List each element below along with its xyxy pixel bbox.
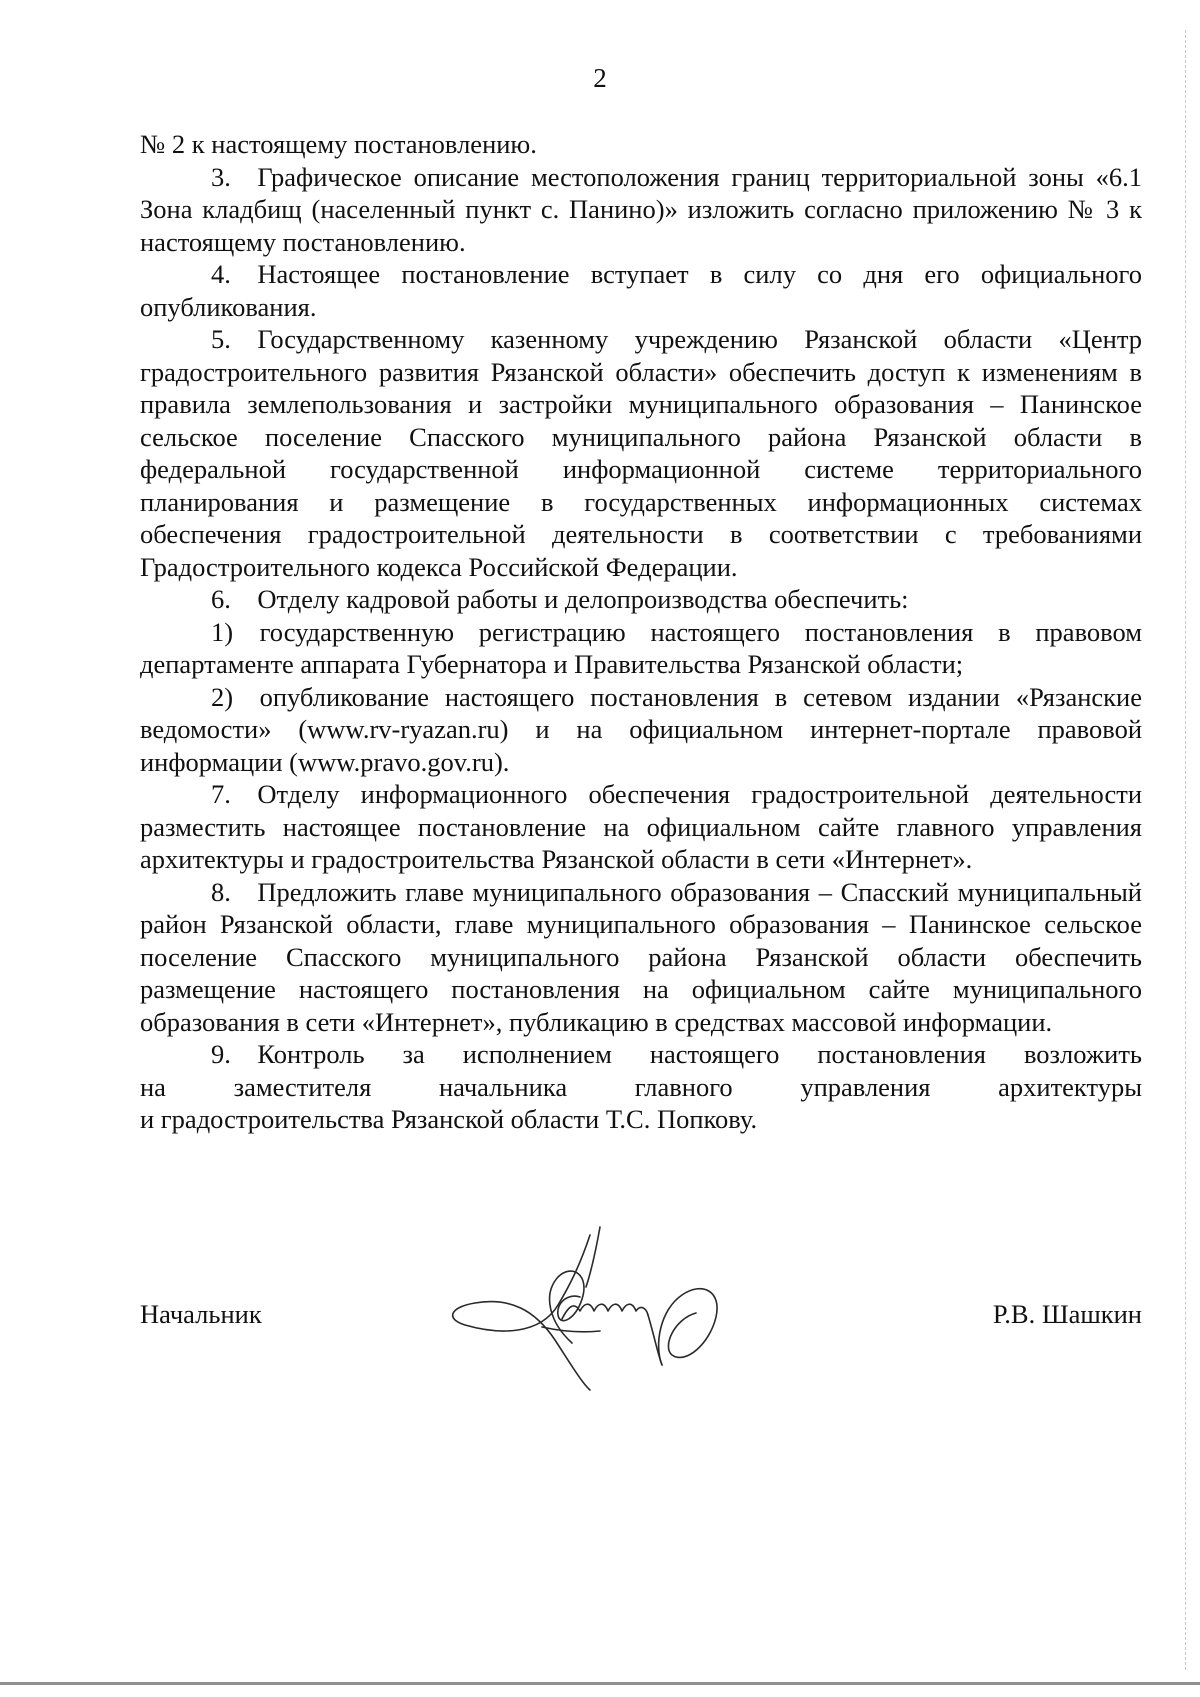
paragraph-continuation: № 2 к настоящему постановлению. (140, 129, 537, 159)
paragraph-item-6: 6. Отделу кадровой работы и делопроизводства обеспечить: (211, 584, 909, 614)
paragraph-subitem-1: 1) государственную регистрацию настоящего постановления в правовом департаменте аппарата Губернатора и Правительства Рязанской области; (140, 616, 1142, 679)
page-number: 2 (593, 63, 607, 93)
scan-bottom-edge (0, 1682, 1200, 1685)
scan-margin-line (1185, 30, 1186, 1670)
paragraph-item-7: 7. Отделу информационного обеспечения градостроительной деятельности разместить настоящее постановление на официальном сайте главного управления архитектуры и градостроительства Рязанской области в сети «Интернет». (140, 779, 1142, 874)
document-body (140, 128, 1142, 1136)
paragraph-item-9-line-3: и градостроительства Рязанской области Т.С. Попкову. (140, 1104, 758, 1134)
paragraph-item-8: 8. Предложить главе муниципального образования – Спасский муниципальный район Рязанской области, главе муниципального образования – Панинское сельское поселение Спасского муниципального района Рязанской области обеспечить размещение настоящего постановления на официальном сайте муниципального образования в сети «Интернет», публикацию в средствах массовой информации. (140, 876, 1142, 1037)
signatory-name: Р.В. Шашкин (992, 1299, 1142, 1329)
paragraph-subitem-2: 2) опубликование настоящего постановления в сетевом издании «Рязанские ведомости» (www.rv-ryazan.ru) и на официальном интернет-портале правовой информации (www.pravo.gov.ru). (140, 681, 1142, 777)
paragraph-item-5: 5. Государственному казенному учреждению Рязанской области «Центр градостроительного развития Рязанской области» обеспечить доступ к изменениям в правила землепользования и застройки муниципального образования – Панинское сельское поселение Спасского муниципального района Рязанской области в федеральной государственной информационной системе территориального планирования и размещение в государственных информационных системах обеспечения градостроительной деятельности в соответствии с требованиями Градостроительного кодекса Российской Федерации. (140, 324, 1142, 582)
signatory-position: Начальник (140, 1299, 262, 1329)
paragraph-item-4: 4. Настоящее постановление вступает в силу со дня его официального опубликования. (140, 259, 1142, 322)
paragraph-item-9-line-1: 9. Контроль за исполнением настоящего постановления возложить (211, 1039, 1142, 1069)
paragraph-item-3: 3. Графическое описание местоположения границ территориальной зоны «6.1 Зона кладбищ (населенный пункт с. Панино)» изложить согласно приложению № 3 к настоящему постановлению. (140, 161, 1142, 257)
paragraph-item-9-line-2: на заместителя начальника главного управления архитектуры (140, 1071, 1142, 1102)
signature-block (140, 1298, 1142, 1338)
